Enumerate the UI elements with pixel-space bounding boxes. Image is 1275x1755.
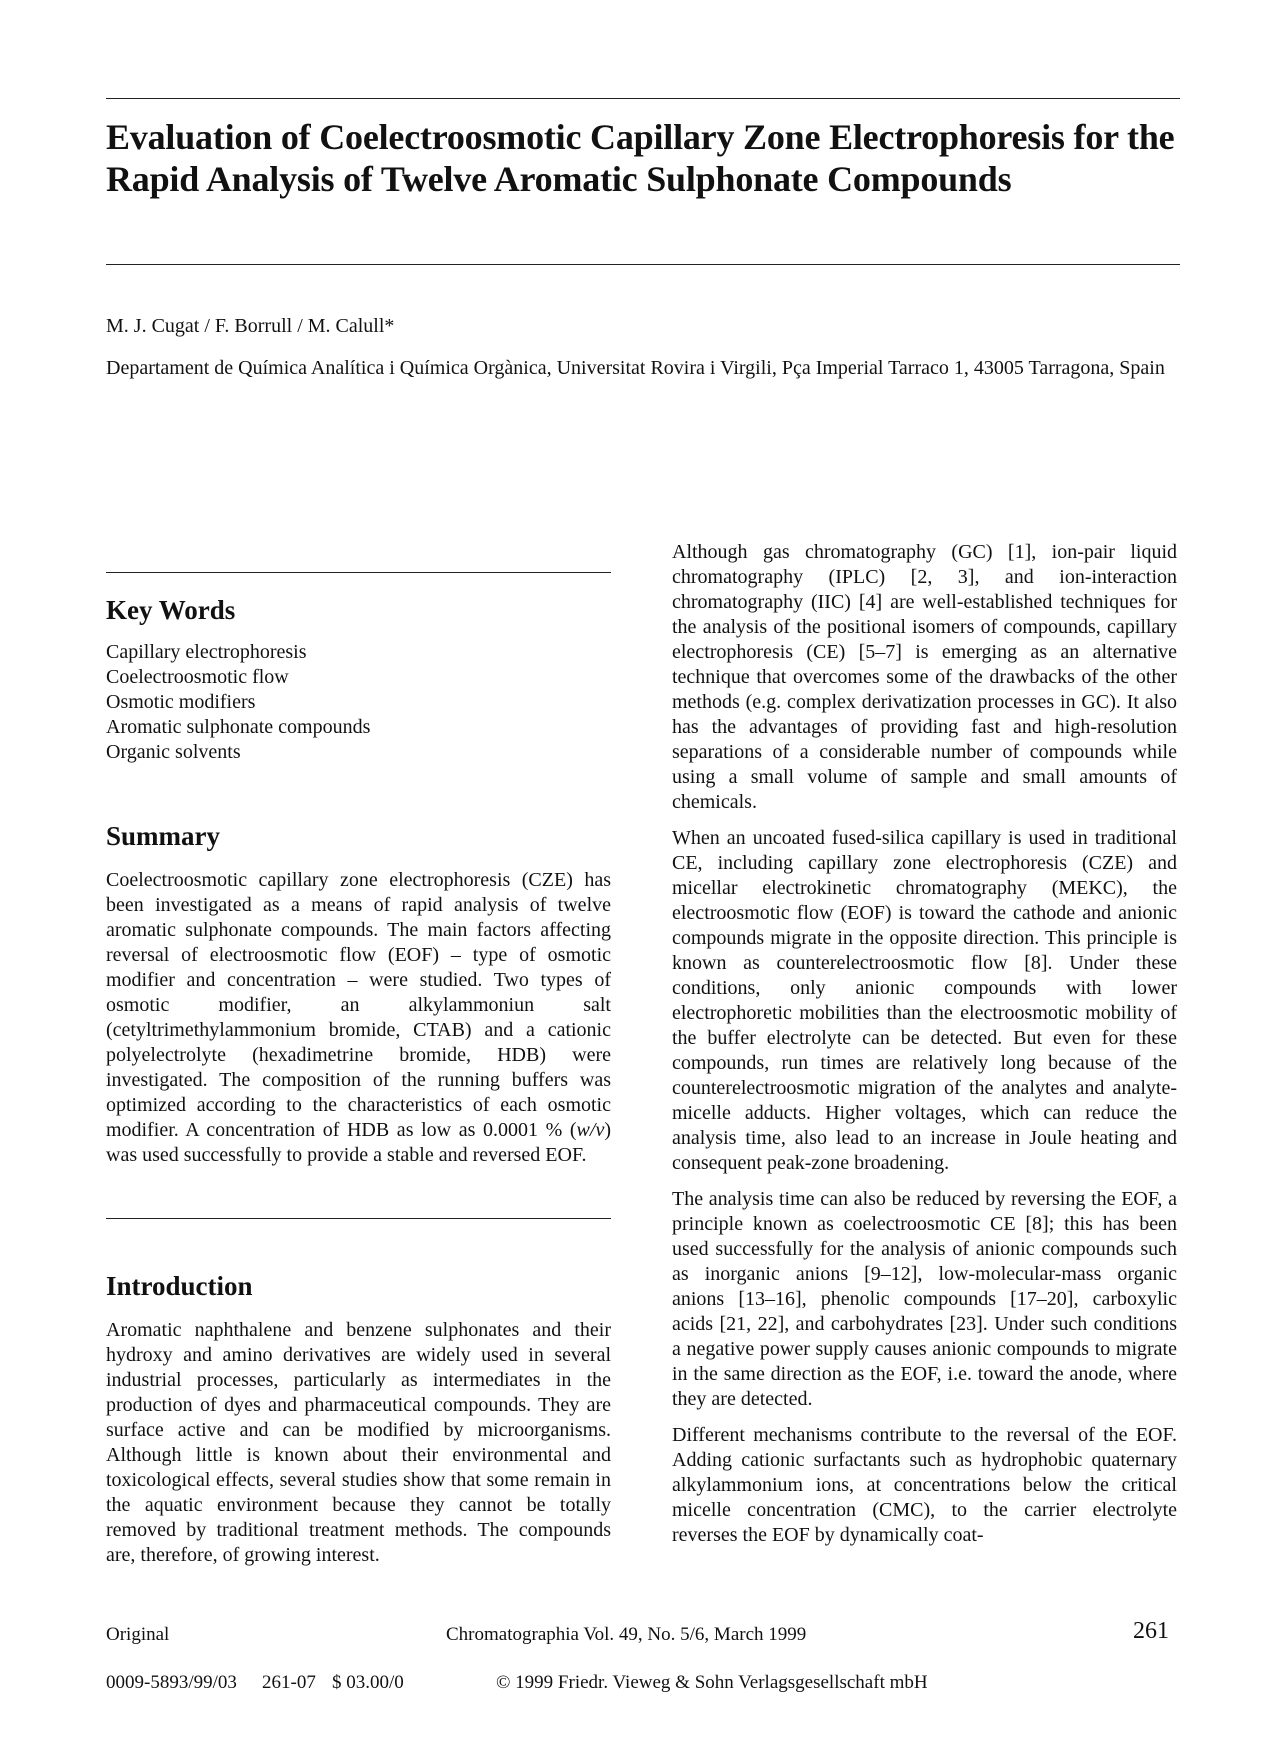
journal-citation: Chromatographia Vol. 49, No. 5/6, March 1999: [446, 1624, 807, 1645]
top-rule: [106, 98, 1180, 99]
keyword-item: Organic solvents: [106, 741, 241, 763]
page-number: 261: [1133, 1618, 1169, 1644]
body-paragraph: Although gas chromatography (GC) [1], ion-pair liquid chromatography (IPLC) [2, 3], and ion-interaction chromatography (IIC) [4] are well-established techniques for the analysis of the positional isomers of compounds, capillary electrophoresis (CE) [5–7] is emerging as an alternative technique that overcomes some of the drawbacks of the other methods (e.g. complex derivatization processes in GC). It also has the advantages of providing fast and high-resolution separations of a considerable number of compounds while using a small volume of sample and small amounts of chemicals.: [672, 541, 1177, 813]
introduction-paragraph: Aromatic naphthalene and benzene sulphonates and their hydroxy and amino derivatives are widely used in several industrial processes, particularly as intermediates in the production of dyes and pharmaceutical compounds. They are surface active and can be modified by microorganisms. Although little is known about their environmental and toxicological effects, several studies show that some remain in the aquatic environment because they cannot be totally removed by traditional treatment methods. The compounds are, therefore, of growing interest.: [106, 1319, 611, 1566]
summary-text: Coelectroosmotic capillary zone electrophoresis (CZE) has been investigated as a means of rapid analysis of twelve aromatic sulphonate compounds. The main factors affecting reversal of electroosmotic flow (EOF) – type of osmotic modifier and concentration – were studied. Two types of osmotic modifier, an alkylammoniun salt (cetyltrimethylammonium bromide, CTAB) and a cationic polyelectrolyte (hexadimetrine bromide, HDB) were investigated. The composition of the running buffers was optimized according to the characteristics of each osmotic modifier. A concentration of HDB as low as 0.0001 % (: [106, 869, 611, 1141]
author-list: M. J. Cugat / F. Borrull / M. Calull*: [106, 315, 395, 337]
keyword-item: Capillary electrophoresis: [106, 641, 307, 663]
copyright-notice: © 1999 Friedr. Vieweg & Sohn Verlagsgesellschaft mbH: [496, 1672, 928, 1693]
title-bottom-rule: [106, 264, 1180, 265]
summary-section: [106, 868, 611, 1179]
page-range: 261-07: [262, 1672, 316, 1693]
introduction-section: [106, 1318, 611, 1579]
keywords-heading: Key Words: [106, 595, 236, 625]
issn-code: 0009-5893/99/03: [106, 1672, 237, 1693]
introduction-heading: Introduction: [106, 1271, 253, 1301]
article-category: Original: [106, 1624, 170, 1645]
summary-bottom-rule: [106, 1218, 611, 1219]
body-paragraph: The analysis time can also be reduced by reversing the EOF, a principle known as coelectroosmotic CE [8]; this has been used successfully for the analysis of anionic compounds such as inorganic anions [9–12], low-molecular-mass organic anions [13–16], phenolic compounds [17–20], carboxylic acids [21, 22], and carbohydrates [23]. Under such conditions a negative power supply causes anionic compounds to migrate in the same direction as the EOF, i.e. toward the anode, where they are detected.: [672, 1188, 1177, 1410]
affiliation: Departament de Química Analítica i Química Orgànica, Universitat Rovira i Virgili, Pça Imperial Tarraco 1, 43005 Tarragona, Spain: [106, 357, 1165, 379]
right-column: [672, 540, 1177, 1559]
summary-italic-unit: w/v: [576, 1119, 605, 1141]
body-paragraph: When an uncoated fused-silica capillary is used in traditional CE, including capillary zone electrophoresis (CZE) and micellar electrokinetic chromatography (MEKC), the electroosmotic flow (EOF) is toward the cathode and anionic compounds migrate in the opposite direction. This principle is known as counterelectroosmotic flow [8]. Under these conditions, only anionic compounds with lower electrophoretic mobilities than the electroosmotic mobility of the buffer electrolyte can be detected. But even for these compounds, run times are relatively long because of the counterelectroosmotic migration of the analytes and analyte-micelle adducts. Higher voltages, which can reduce the analysis time, also lead to an increase in Joule heating and consequent peak-zone broadening.: [672, 827, 1177, 1174]
keywords-top-rule: [106, 572, 611, 573]
keyword-item: Aromatic sulphonate compounds: [106, 716, 371, 738]
keyword-item: Osmotic modifiers: [106, 691, 256, 713]
summary-paragraph: [106, 868, 611, 1168]
body-paragraph: Different mechanisms contribute to the reversal of the EOF. Adding cationic surfactants such as hydrophobic quaternary alkylammonium ions, at concentrations below the critical micelle concentration (CMC), to the carrier electrolyte reverses the EOF by dynamically coat-: [672, 1424, 1177, 1546]
summary-heading: Summary: [106, 821, 220, 851]
article-price: $ 03.00/0: [332, 1672, 404, 1693]
keyword-list: [106, 640, 370, 765]
summary-text-end: ) was used successfully to provide a stable and reversed EOF.: [106, 1119, 611, 1166]
keyword-item: Coelectroosmotic flow: [106, 666, 289, 688]
article-title: Evaluation of Coelectroosmotic Capillary Zone Electrophoresis for the Rapid Analysis of Twelve Aromatic Sulphonate Compounds: [106, 117, 1175, 199]
